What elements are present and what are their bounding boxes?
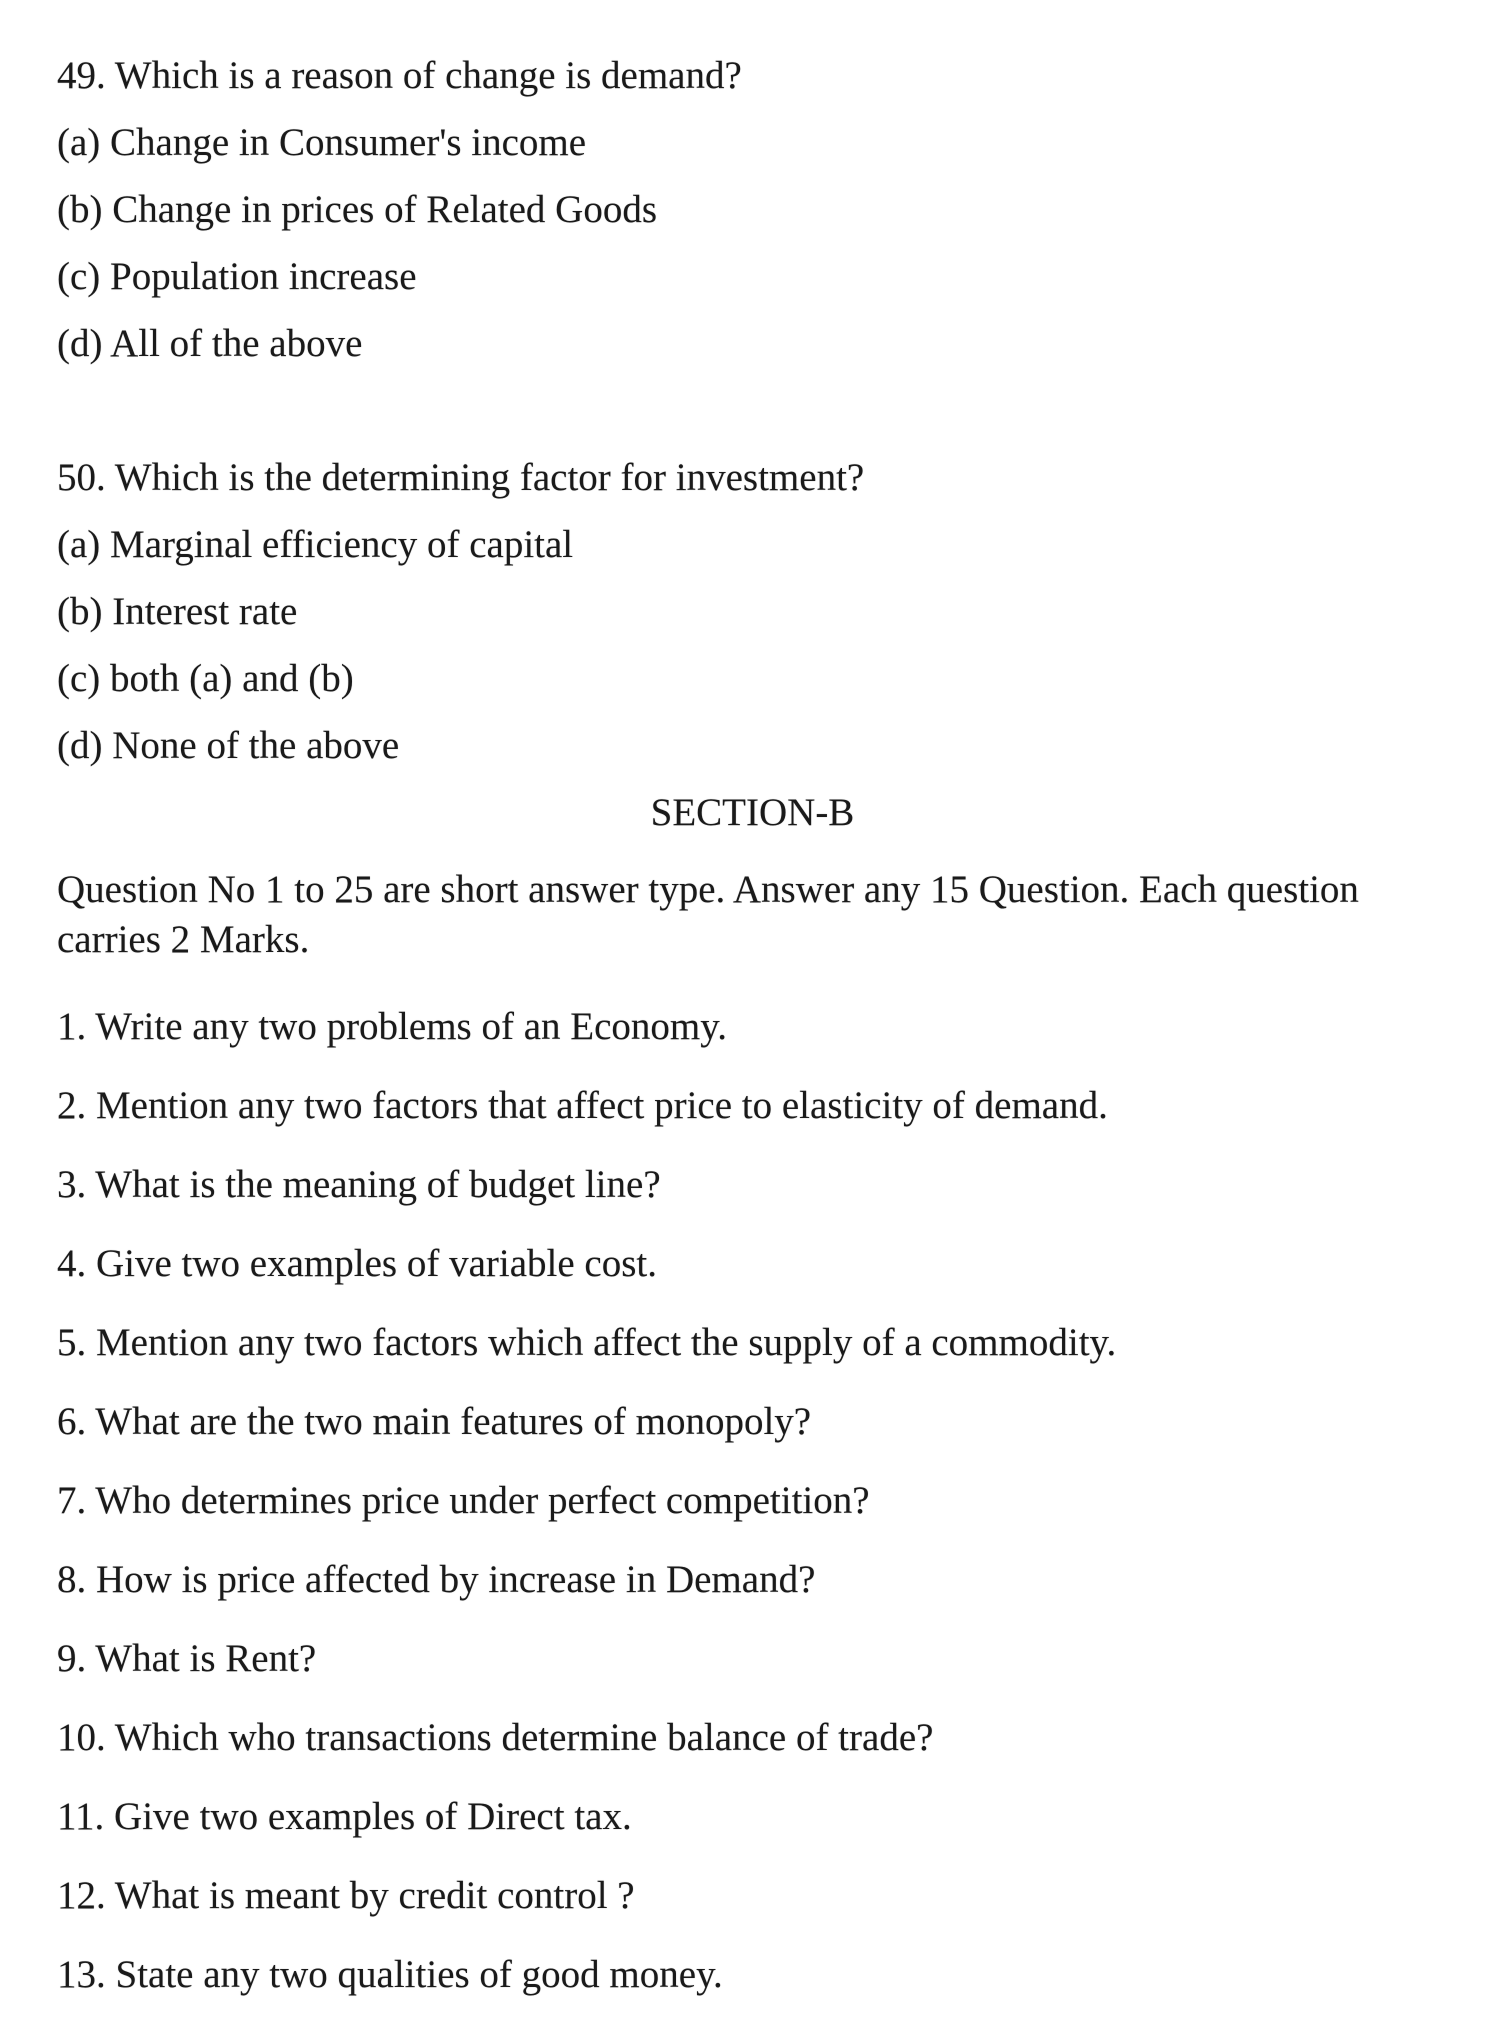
mcq-block-50 xyxy=(57,444,1505,779)
question-49-text: 49. Which is a reason of change is demand? xyxy=(57,54,742,97)
short-question-11: 11. Give two examples of Direct tax. xyxy=(57,1795,632,1838)
question-50-option-d: (d) None of the above xyxy=(57,724,400,767)
short-question-4: 4. Give two examples of variable cost. xyxy=(57,1242,657,1285)
mcq-block-49 xyxy=(57,42,1505,377)
short-question-7: 7. Who determines price under perfect competition? xyxy=(57,1479,870,1522)
question-50-option-a: (a) Marginal efficiency of capital xyxy=(57,523,574,566)
question-50-option-b: (b) Interest rate xyxy=(57,590,298,633)
short-question-10: 10. Which who transactions determine balance of trade? xyxy=(57,1716,934,1759)
short-question-1: 1. Write any two problems of an Economy. xyxy=(57,1005,727,1048)
question-50-text: 50. Which is the determining factor for investment? xyxy=(57,456,865,499)
short-question-3: 3. What is the meaning of budget line? xyxy=(57,1163,661,1206)
question-50-option-c: (c) both (a) and (b) xyxy=(57,657,354,700)
short-question-6: 6. What are the two main features of monopoly? xyxy=(57,1400,812,1443)
short-question-13: 13. State any two qualities of good money. xyxy=(57,1953,723,1996)
section-b-instructions: Question No 1 to 25 are short answer type. Answer any 15 Question. Each question carries 2 Marks. xyxy=(57,868,1359,961)
question-49-option-b: (b) Change in prices of Related Goods xyxy=(57,188,658,231)
section-b-question-list xyxy=(57,993,1505,2008)
section-b-heading: SECTION-B xyxy=(650,791,855,834)
short-question-9: 9. What is Rent? xyxy=(57,1637,317,1680)
short-question-12: 12. What is meant by credit control ? xyxy=(57,1874,635,1917)
short-question-2: 2. Mention any two factors that affect price to elasticity of demand. xyxy=(57,1084,1108,1127)
question-49-option-a: (a) Change in Consumer's income xyxy=(57,121,587,164)
question-49-option-d: (d) All of the above xyxy=(57,322,363,365)
question-49-option-c: (c) Population increase xyxy=(57,255,417,298)
short-question-5: 5. Mention any two factors which affect the supply of a commodity. xyxy=(57,1321,1117,1364)
blank-line-spacer xyxy=(57,377,1505,444)
short-question-8: 8. How is price affected by increase in Demand? xyxy=(57,1558,816,1601)
